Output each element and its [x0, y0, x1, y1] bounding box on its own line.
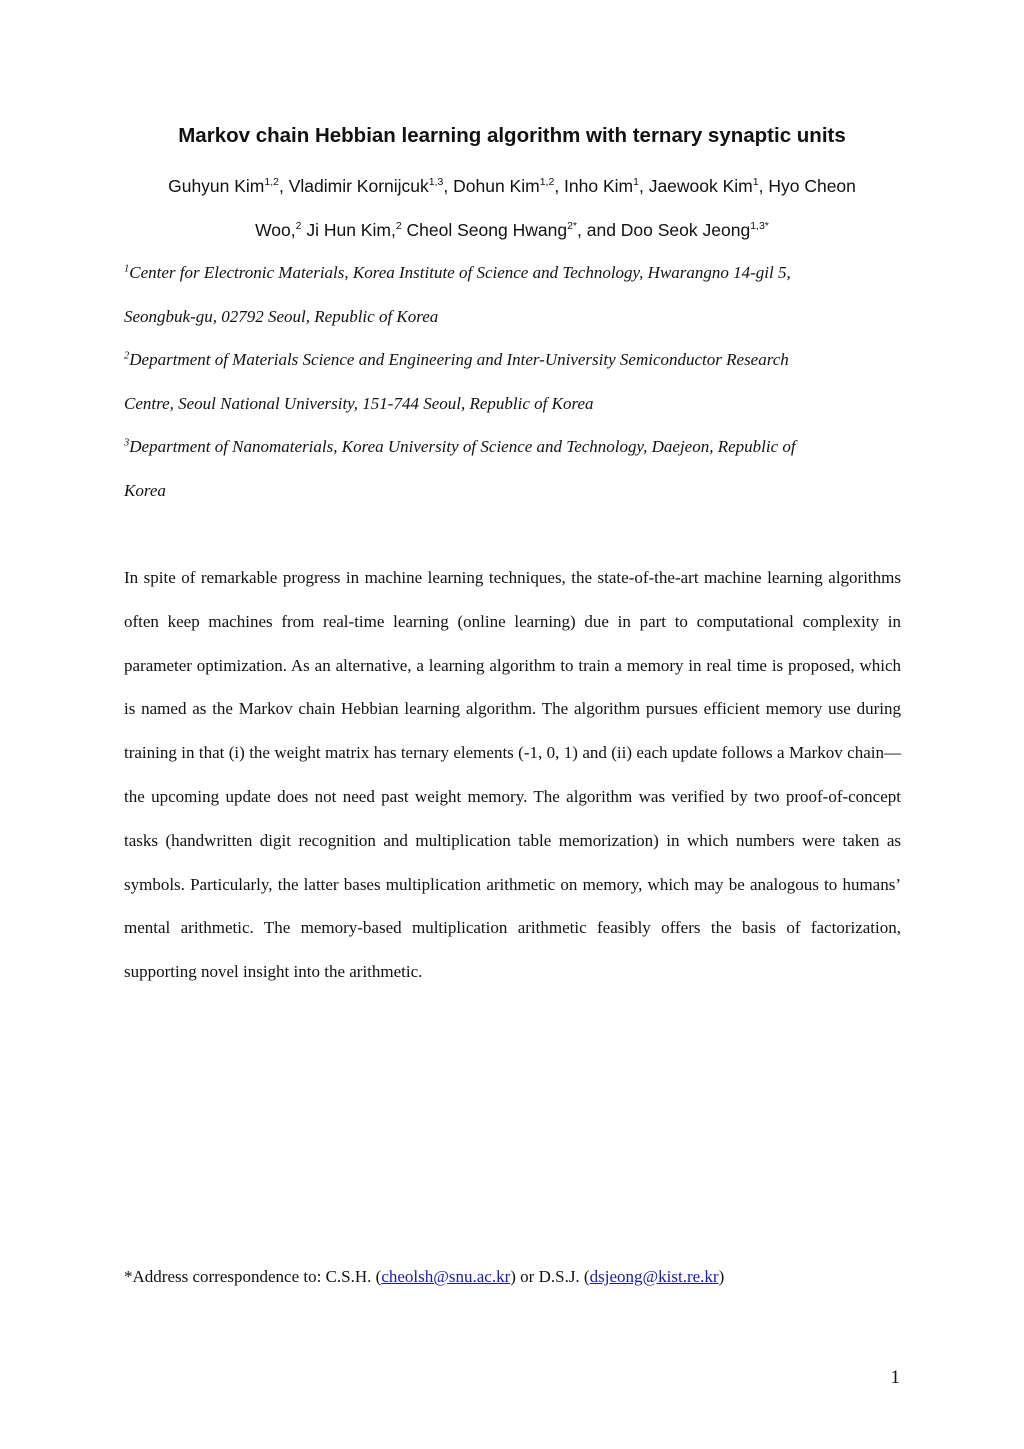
authors_line2-author-2: Cheol Seong Hwang	[406, 220, 568, 240]
authors_line2-author-1-affiliation-marker: 2	[395, 220, 402, 233]
affiliation-3-line-2: Korea	[124, 481, 166, 500]
authors_line1-author-2-separator: ,	[554, 176, 565, 196]
affiliation-2-line-1	[124, 349, 904, 371]
authors_line1-author-4-affiliation-marker: 1	[752, 176, 759, 189]
affiliation-2-line-2: Centre, Seoul National University, 151-744 Seoul, Republic of Korea	[124, 394, 594, 413]
authors_line1-author-2: Dohun Kim	[453, 176, 540, 196]
affiliation-3-text: Department of Nanomaterials, Korea University of Science and Technology, Daejeon, Republic of	[129, 437, 796, 456]
authors_line2-author-2-affiliation-marker: 2*	[567, 220, 577, 233]
authors_line2-author-1: Ji Hun Kim,	[306, 220, 396, 240]
affiliation-2-text: Department of Materials Science and Engineering and Inter-University Semiconductor Research	[129, 350, 789, 369]
authors_line1-author-4-separator: ,	[758, 176, 769, 196]
affiliation-2-marker: 2	[124, 350, 130, 362]
authors_line1-author-3-affiliation-marker: 1	[633, 176, 639, 189]
authors_line1-author-3: Inho Kim	[564, 176, 634, 196]
page-number: 1	[890, 1367, 900, 1388]
authors_line1-author-4: Jaewook Kim	[648, 176, 753, 196]
authors_line2-author-3-affiliation-marker: 1,3*	[750, 220, 769, 233]
authors_line2-author-0: Woo,	[255, 220, 296, 240]
affiliation-3-line-1	[124, 436, 904, 458]
authors_line1-author-2-affiliation-marker: 1,2	[539, 176, 555, 189]
correspondence-note	[124, 1266, 904, 1288]
authors_line1-author-0-affiliation-marker: 1,2	[264, 176, 279, 189]
authors_line1-author-1-affiliation-marker: 1,3	[428, 176, 444, 189]
affiliation-1-line-2: Seongbuk-gu, 02792 Seoul, Republic of Korea	[124, 307, 439, 326]
authors_line2-author-2-separator: , and	[577, 220, 621, 240]
correspondence-suffix: )	[718, 1267, 725, 1286]
authors_line1-author-0-separator: ,	[279, 176, 289, 196]
authors_line1-author-3-separator: ,	[638, 176, 649, 196]
affiliation-1-line-1	[124, 262, 904, 284]
affiliation-1-marker: 1	[124, 263, 130, 275]
paper-title: Markov chain Hebbian learning algorithm with ternary synaptic units	[178, 124, 846, 147]
email-link-csh[interactable]: cheolsh@snu.ac.kr	[381, 1267, 511, 1286]
email-link-dsj[interactable]: dsjeong@kist.re.kr	[589, 1267, 719, 1286]
authors_line1-author-1: Vladimir Kornijcuk	[288, 176, 429, 196]
authors_line2-author-3: Doo Seok Jeong	[620, 220, 751, 240]
author-list-line-2	[120, 218, 904, 242]
correspondence-middle: ) or D.S.J. (	[510, 1267, 590, 1286]
affiliation-3-marker: 3	[124, 437, 130, 449]
authors_line1-author-5: Hyo Cheon	[768, 176, 856, 196]
authors_line2-author-0-affiliation-marker: 2	[295, 220, 302, 233]
correspondence-prefix: *Address correspondence to: C.S.H. (	[124, 1267, 382, 1286]
author-list-line-1	[120, 174, 904, 198]
authors_line1-author-1-separator: ,	[443, 176, 454, 196]
affiliation-1-text: Center for Electronic Materials, Korea Institute of Science and Technology, Hwarangno 14-gil 5,	[129, 263, 791, 282]
abstract-text: In spite of remarkable progress in machine learning techniques, the state-of-the-art machine learning algorithms often keep machines from real-time learning (online learning) due in part to computational complexity in parameter optimization. As an alternative, a learning algorithm to train a memory in real time is proposed, which is named as the Markov chain Hebbian learning algorithm. The algorithm pursues efficient memory use during training in that (i) the weight matrix has ternary elements (-1, 0, 1) and (ii) each update follows a Markov chain—the upcoming update does not need past weight memory. The algorithm was verified by two proof-of-concept tasks (handwritten digit recognition and multiplication table memorization) in which numbers were taken as symbols. Particularly, the latter bases multiplication arithmetic on memory, which may be analogous to humans’ mental arithmetic. The memory-based multiplication arithmetic feasibly offers the basis of factorization, supporting novel insight into the arithmetic.	[124, 568, 901, 982]
authors_line1-author-0: Guhyun Kim	[168, 176, 265, 196]
